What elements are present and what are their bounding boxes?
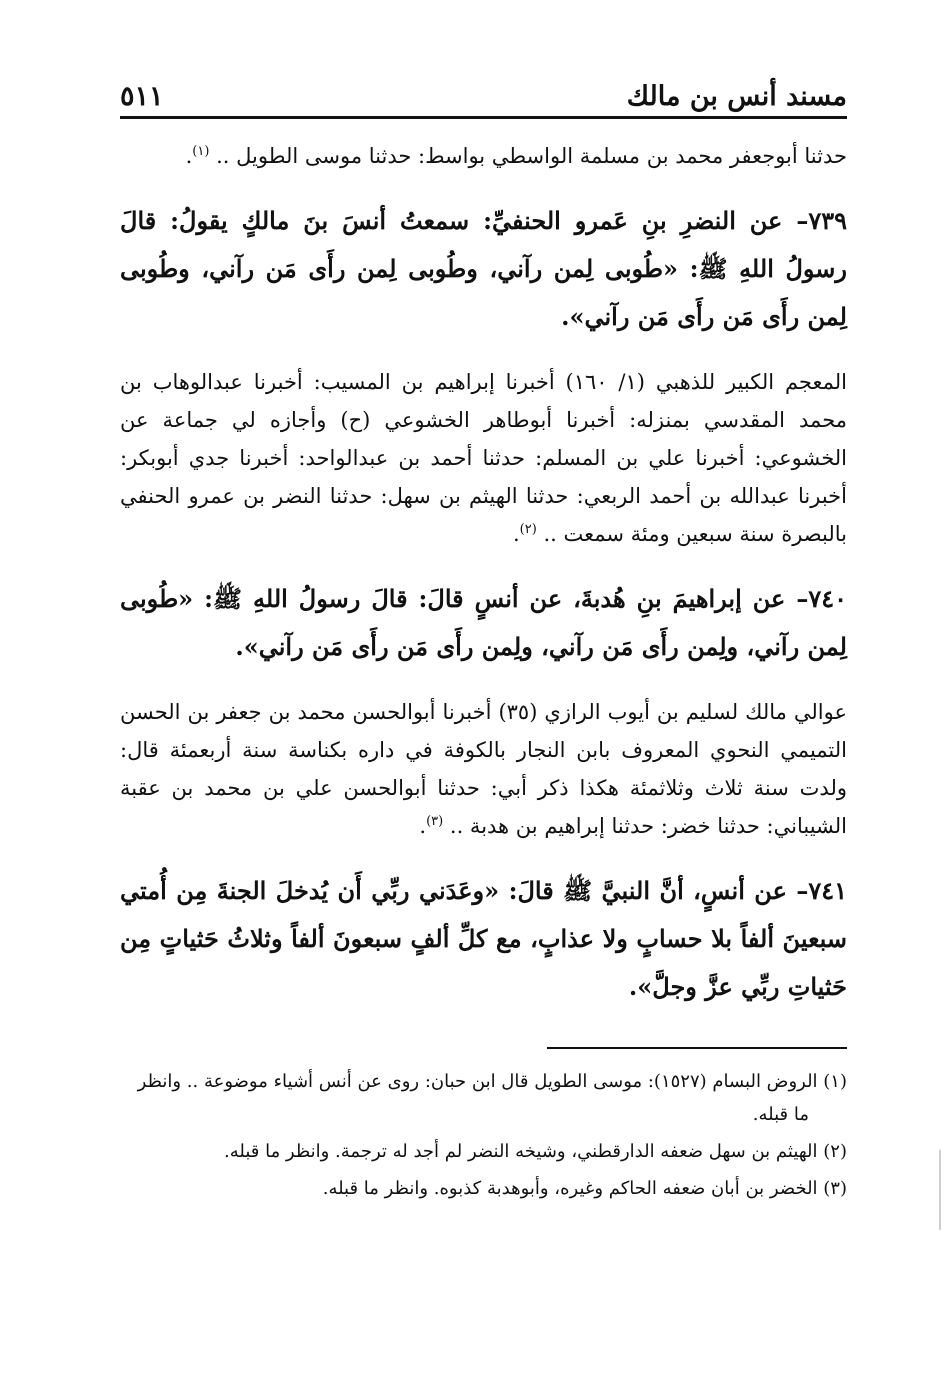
- hadith-741: [120, 867, 847, 1011]
- source-paragraph-1: حدثنا أبوجعفر محمد بن مسلمة الواسطي بواسط: حدثنا موسى الطويل .. $^{(١)}$.: [185, 144, 847, 168]
- footnote-1: (١) الروض البسام (١٥٢٧): موسى الطويل قال ابن حبان: روى عن أنس أشياء موضوعة .. وانظر ما قبله.: [137, 1071, 847, 1125]
- footnote-ref-2: (٢): [519, 522, 537, 537]
- footnote-ref-3: (٣): [426, 814, 444, 829]
- footnotes: [120, 1065, 847, 1205]
- hadith-740: [120, 575, 847, 671]
- hadith-text: عن النضرِ بنِ عَمرو الحنفيِّ: سمعتُ أنسَ بنَ مالكٍ يقولُ: قالَ رسولُ اللهِ ﷺ: «طُوبى لِمن رآني، وطُوبى لِمن رأَى مَن رآني، وطُوبى لِمن رأَى مَن رأَى مَن رآني».: [120, 206, 847, 331]
- footnote-ref-1: (١): [192, 144, 210, 159]
- source-paragraph-3: عوالي مالك لسليم بن أيوب الرازي (٣٥) أخبرنا أبوالحسن محمد بن جعفر بن الحسن التميمي النحوي المعروف بابن النجار بالكوفة في داره بكناسة سنة أربعمئة قال: ولدت سنة ثلاث وثلاثمئة هكذا ذكر أبي: حدثنا أبوالحسن علي بن محمد بن عقبة الشيباني: حدثنا خضر: حدثنا إبراهيم بن هدبة .. $^{(٣)}$.: [120, 700, 847, 838]
- hadith-739: [120, 197, 847, 341]
- scan-edge-mark: [939, 1150, 941, 1230]
- source-paragraph-2: المعجم الكبير للذهبي (١/ ١٦٠) أخبرنا إبراهيم بن المسيب: أخبرنا عبدالوهاب بن محمد المقدسي بمنزله: أخبرنا أبوطاهر الخشوعي (ح) وأجازه لي جماعة عن الخشوعي: أخبرنا علي بن المسلم: حدثنا أحمد بن عبدالواحد: أخبرنا جدي أبوبكر: أخبرنا عبدالله بن أحمد الربعي: حدثنا الهيثم بن سهل: حدثنا النضر بن عمرو الحنفي بالبصرة سنة سبعين ومئة سمعت .. $^{(٢)}$.: [120, 370, 847, 546]
- footnote-divider: [547, 1047, 847, 1049]
- page-header: [120, 70, 847, 119]
- hadith-number: ٧٤١–: [796, 876, 847, 905]
- hadith-text: عن أنسٍ، أنَّ النبيَّ ﷺ قالَ: «وعَدَني ربِّي أَن يُدخلَ الجنةَ مِن أُمتي سبعينَ ألفاً بلا حسابٍ ولا عذابٍ، مع كلِّ ألفٍ سبعونَ ألفاً وثلاثُ حَثياتٍ مِن حَثياتِ ربِّي عزَّ وجلَّ».: [120, 876, 847, 1001]
- page-number: ٥١١: [120, 81, 164, 112]
- hadith-number: ٧٣٩–: [796, 206, 847, 235]
- running-title: مسند أنس بن مالك: [626, 81, 847, 112]
- footnote-3: (٣) الخضر بن أبان ضعفه الحاكم وغيره، وأبوهدبة كذبوه. وانظر ما قبله.: [322, 1178, 847, 1199]
- page-body: [120, 137, 847, 1011]
- hadith-text: عن إبراهيمَ بنِ هُدبةَ، عن أنسٍ قالَ: قالَ رسولُ اللهِ ﷺ: «طُوبى لِمن رآني، ولِمن رأَى مَن رآني، ولِمن رأَى مَن رأَى مَن رآني».: [120, 584, 847, 661]
- footnote-2: (٢) الهيثم بن سهل ضعفه الدارقطني، وشيخه النضر لم أجد له ترجمة. وانظر ما قبله.: [224, 1141, 847, 1162]
- hadith-number: ٧٤٠–: [796, 584, 847, 613]
